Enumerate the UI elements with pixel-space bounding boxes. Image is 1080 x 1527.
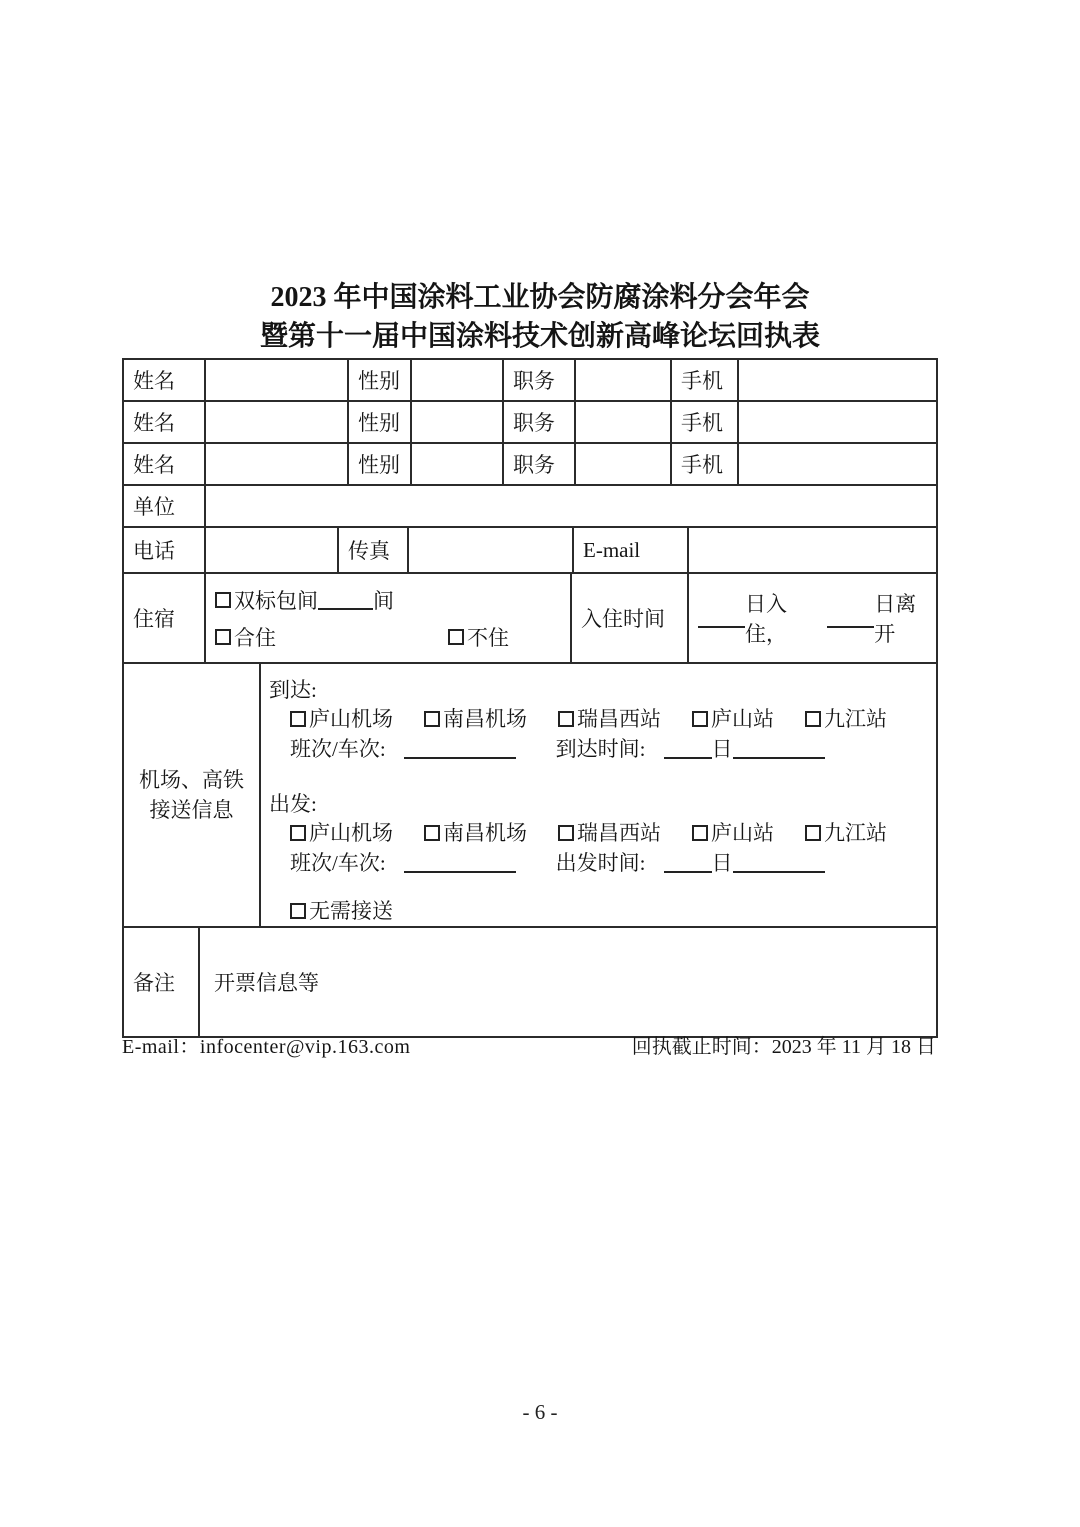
flight-number-label: 班次/车次: xyxy=(290,737,386,761)
attendee-row-1 xyxy=(124,360,936,402)
station-label: 南昌机场 xyxy=(443,821,527,845)
departure-day-blank[interactable] xyxy=(664,853,712,873)
no-transfer-option xyxy=(269,896,936,926)
name-label: 姓名 xyxy=(124,360,206,400)
departure-lushan-airport-checkbox[interactable] xyxy=(290,825,306,841)
phone-label: 电话 xyxy=(124,528,206,572)
document-title-line2: 暨第十一届中国涂料技术创新高峰论坛回执表 xyxy=(259,321,820,352)
position-label: 职务 xyxy=(504,402,576,442)
day-char: 日 xyxy=(711,851,733,875)
document-title-line1: 2023 年中国涂料工业协会防腐涂料分会年会 xyxy=(270,282,810,313)
departure-time-blank[interactable] xyxy=(733,853,825,873)
flight-number-label: 班次/车次: xyxy=(290,851,386,875)
mobile-field[interactable] xyxy=(739,444,936,484)
name-field[interactable] xyxy=(206,444,349,484)
company-label: 单位 xyxy=(124,486,206,526)
email-field[interactable] xyxy=(689,528,936,572)
departure-station-option xyxy=(692,818,774,848)
remarks-field[interactable]: 开票信息等 xyxy=(214,971,319,995)
accommodation-row xyxy=(124,574,936,664)
no-transfer-label: 无需接送 xyxy=(309,899,393,923)
checkin-day-blank[interactable] xyxy=(698,608,745,628)
accommodation-options xyxy=(206,574,572,662)
attendee-row-3 xyxy=(124,444,936,486)
remarks-label: 备注 xyxy=(124,928,200,1036)
arrival-station-option xyxy=(805,704,887,734)
departure-jiujiang-station-checkbox[interactable] xyxy=(805,825,821,841)
gender-field[interactable] xyxy=(412,360,504,400)
station-label: 庐山站 xyxy=(711,821,774,845)
arrival-lushan-station-checkbox[interactable] xyxy=(692,711,708,727)
position-label: 职务 xyxy=(504,360,576,400)
company-row xyxy=(124,486,936,528)
double-room-count-blank[interactable] xyxy=(318,590,373,610)
phone-fax-email-row xyxy=(124,528,936,574)
arrival-heading: 到达: xyxy=(269,678,317,702)
arrival-time-label: 到达时间: xyxy=(555,737,646,761)
transfer-details xyxy=(261,664,936,926)
mobile-label: 手机 xyxy=(672,444,739,484)
share-room-checkbox[interactable] xyxy=(215,629,231,645)
arrival-station-option xyxy=(558,704,661,734)
name-label: 姓名 xyxy=(124,402,206,442)
name-label: 姓名 xyxy=(124,444,206,484)
option-double-room xyxy=(215,585,394,615)
gender-label: 性别 xyxy=(349,444,412,484)
station-label: 瑞昌西站 xyxy=(577,707,661,731)
station-label: 庐山站 xyxy=(711,707,774,731)
attendee-row-2 xyxy=(124,402,936,444)
document-title xyxy=(0,278,1080,356)
station-label: 庐山机场 xyxy=(309,821,393,845)
remarks-row xyxy=(124,928,936,1036)
arrival-jiujiang-station-checkbox[interactable] xyxy=(805,711,821,727)
transfer-label-line2: 接送信息 xyxy=(149,798,234,822)
departure-station-option xyxy=(424,818,527,848)
email-label: E-mail xyxy=(574,528,689,572)
registration-form-table xyxy=(122,358,938,1038)
transfer-label-line1: 机场、高铁 xyxy=(139,768,244,792)
departure-flight-blank[interactable] xyxy=(404,853,516,873)
departure-station-option xyxy=(290,818,393,848)
position-field[interactable] xyxy=(576,444,672,484)
departure-ruichangxi-station-checkbox[interactable] xyxy=(558,825,574,841)
position-label: 职务 xyxy=(504,444,576,484)
departure-nanchang-airport-checkbox[interactable] xyxy=(424,825,440,841)
arrival-station-option xyxy=(290,704,393,734)
day-char: 日 xyxy=(711,737,733,761)
mobile-label: 手机 xyxy=(672,402,739,442)
fax-field[interactable] xyxy=(409,528,574,572)
arrival-ruichangxi-station-checkbox[interactable] xyxy=(558,711,574,727)
checkin-time-field xyxy=(689,574,936,662)
gender-field[interactable] xyxy=(412,444,504,484)
name-field[interactable] xyxy=(206,402,349,442)
mobile-field[interactable] xyxy=(739,360,936,400)
arrival-flight-line xyxy=(269,734,936,764)
departure-heading: 出发: xyxy=(269,792,317,816)
transfer-row xyxy=(124,664,936,928)
no-transfer-checkbox[interactable] xyxy=(290,903,306,919)
departure-time-label: 出发时间: xyxy=(555,851,646,875)
position-field[interactable] xyxy=(576,402,672,442)
arrival-day-blank[interactable] xyxy=(664,739,712,759)
arrival-station-option xyxy=(424,704,527,734)
station-label: 九江站 xyxy=(824,707,887,731)
gender-field[interactable] xyxy=(412,402,504,442)
option-no-stay xyxy=(448,622,509,652)
departure-stations xyxy=(269,818,936,848)
position-field[interactable] xyxy=(576,360,672,400)
no-stay-checkbox[interactable] xyxy=(448,629,464,645)
reply-deadline-text: 回执截止时间：2023 年 11 月 18 日 xyxy=(631,1036,936,1058)
station-label: 九江站 xyxy=(824,821,887,845)
contact-email-text: E-mail：infocenter@vip.163.com xyxy=(122,1036,411,1058)
double-room-checkbox[interactable] xyxy=(215,592,231,608)
station-label: 庐山机场 xyxy=(309,707,393,731)
double-room-unit: 间 xyxy=(373,588,394,613)
departure-lushan-station-checkbox[interactable] xyxy=(692,825,708,841)
mobile-label: 手机 xyxy=(672,360,739,400)
arrival-flight-blank[interactable] xyxy=(404,739,516,759)
share-room-label: 合住 xyxy=(234,625,276,650)
accommodation-label: 住宿 xyxy=(124,574,206,662)
mobile-field[interactable] xyxy=(739,402,936,442)
no-stay-label: 不住 xyxy=(467,625,509,650)
double-room-label: 双标包间 xyxy=(234,588,318,613)
station-label: 南昌机场 xyxy=(443,707,527,731)
checkin-in-text: 日入住， xyxy=(745,592,788,646)
checkout-day-blank[interactable] xyxy=(827,608,874,628)
arrival-stations xyxy=(269,704,936,734)
company-field[interactable] xyxy=(206,486,936,526)
gender-label: 性别 xyxy=(349,402,412,442)
page-number: - 6 - xyxy=(522,1400,558,1424)
arrival-time-blank[interactable] xyxy=(733,739,825,759)
gender-label: 性别 xyxy=(349,360,412,400)
departure-station-option xyxy=(805,818,887,848)
arrival-station-option xyxy=(692,704,774,734)
arrival-lushan-airport-checkbox[interactable] xyxy=(290,711,306,727)
station-label: 瑞昌西站 xyxy=(577,821,661,845)
phone-field[interactable] xyxy=(206,528,339,572)
name-field[interactable] xyxy=(206,360,349,400)
checkin-time-label: 入住时间 xyxy=(572,574,689,662)
departure-station-option xyxy=(558,818,661,848)
checkin-out-text: 日离开 xyxy=(874,592,917,646)
option-share-none-line xyxy=(215,622,570,652)
fax-label: 传真 xyxy=(339,528,409,572)
arrival-nanchang-airport-checkbox[interactable] xyxy=(424,711,440,727)
departure-flight-line xyxy=(269,848,936,878)
transfer-label xyxy=(124,664,261,926)
